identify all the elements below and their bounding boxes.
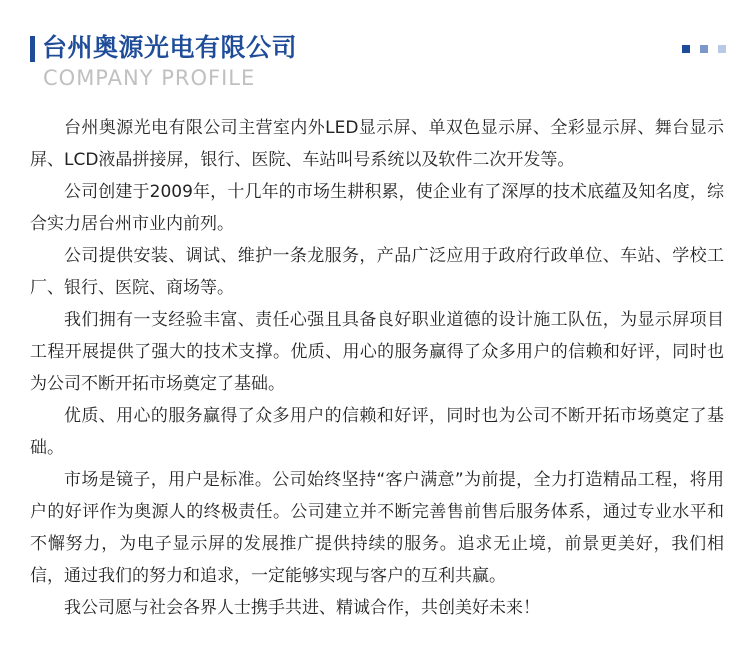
paragraph-services: 公司提供安装、调试、维护一条龙服务，产品广泛应用于政府行政单位、车站、学校工厂、银行、医院、商场等。 <box>30 246 724 298</box>
paragraph-closing: 我公司愿与社会各界人士携手共进、精诚合作，共创美好未来！ <box>64 598 540 618</box>
paragraph-history: 公司创建于2009年，十几年的市场生耕积累，使企业有了深厚的技术底蕴及知名度，综合实力居台州市业内前列。 <box>30 182 724 234</box>
paragraph-reputation: 优质、用心的服务赢得了众多用户的信赖和好评，同时也为公司不断开拓市场奠定了基础。 <box>30 406 724 458</box>
title-accent-bar <box>30 36 35 62</box>
section-header <box>30 34 730 94</box>
paragraph-team: 我们拥有一支经验丰富、责任心强且具备良好职业道德的设计施工队伍，为显示屏项目工程开展提供了强大的技术支撑。优质、用心的服务赢得了众多用户的信赖和好评，同时也为公司不断开拓市场奠定了基础。 <box>30 310 724 394</box>
paragraph-business-scope: 台州奥源光电有限公司主营室内外LED显示屏、单双色显示屏、全彩显示屏、舞台显示屏、LCD液晶拼接屏，银行、医院、车站叫号系统以及软件二次开发等。 <box>30 118 724 170</box>
dot-light <box>718 45 726 53</box>
profile-body <box>30 112 724 624</box>
dot-dark <box>682 45 690 53</box>
paragraph-philosophy: 市场是镜子，用户是标准。公司始终坚持“客户满意”为前提，全力打造精品工程，将用户的好评作为奥源人的终极责任。公司建立并不断完善售前售后服务体系，通过专业水平和不懈努力，为电子显示屏的发展推广提供持续的服务。追求无止境，前景更美好，我们相信，通过我们的努力和追求，一定能够实现与客户的互利共赢。 <box>30 470 724 586</box>
company-title: 台州奥源光电有限公司 <box>42 33 298 62</box>
decorative-dots-icon <box>682 45 730 53</box>
dot-medium <box>700 45 708 53</box>
company-profile-subtitle: COMPANY PROFILE <box>43 66 256 90</box>
